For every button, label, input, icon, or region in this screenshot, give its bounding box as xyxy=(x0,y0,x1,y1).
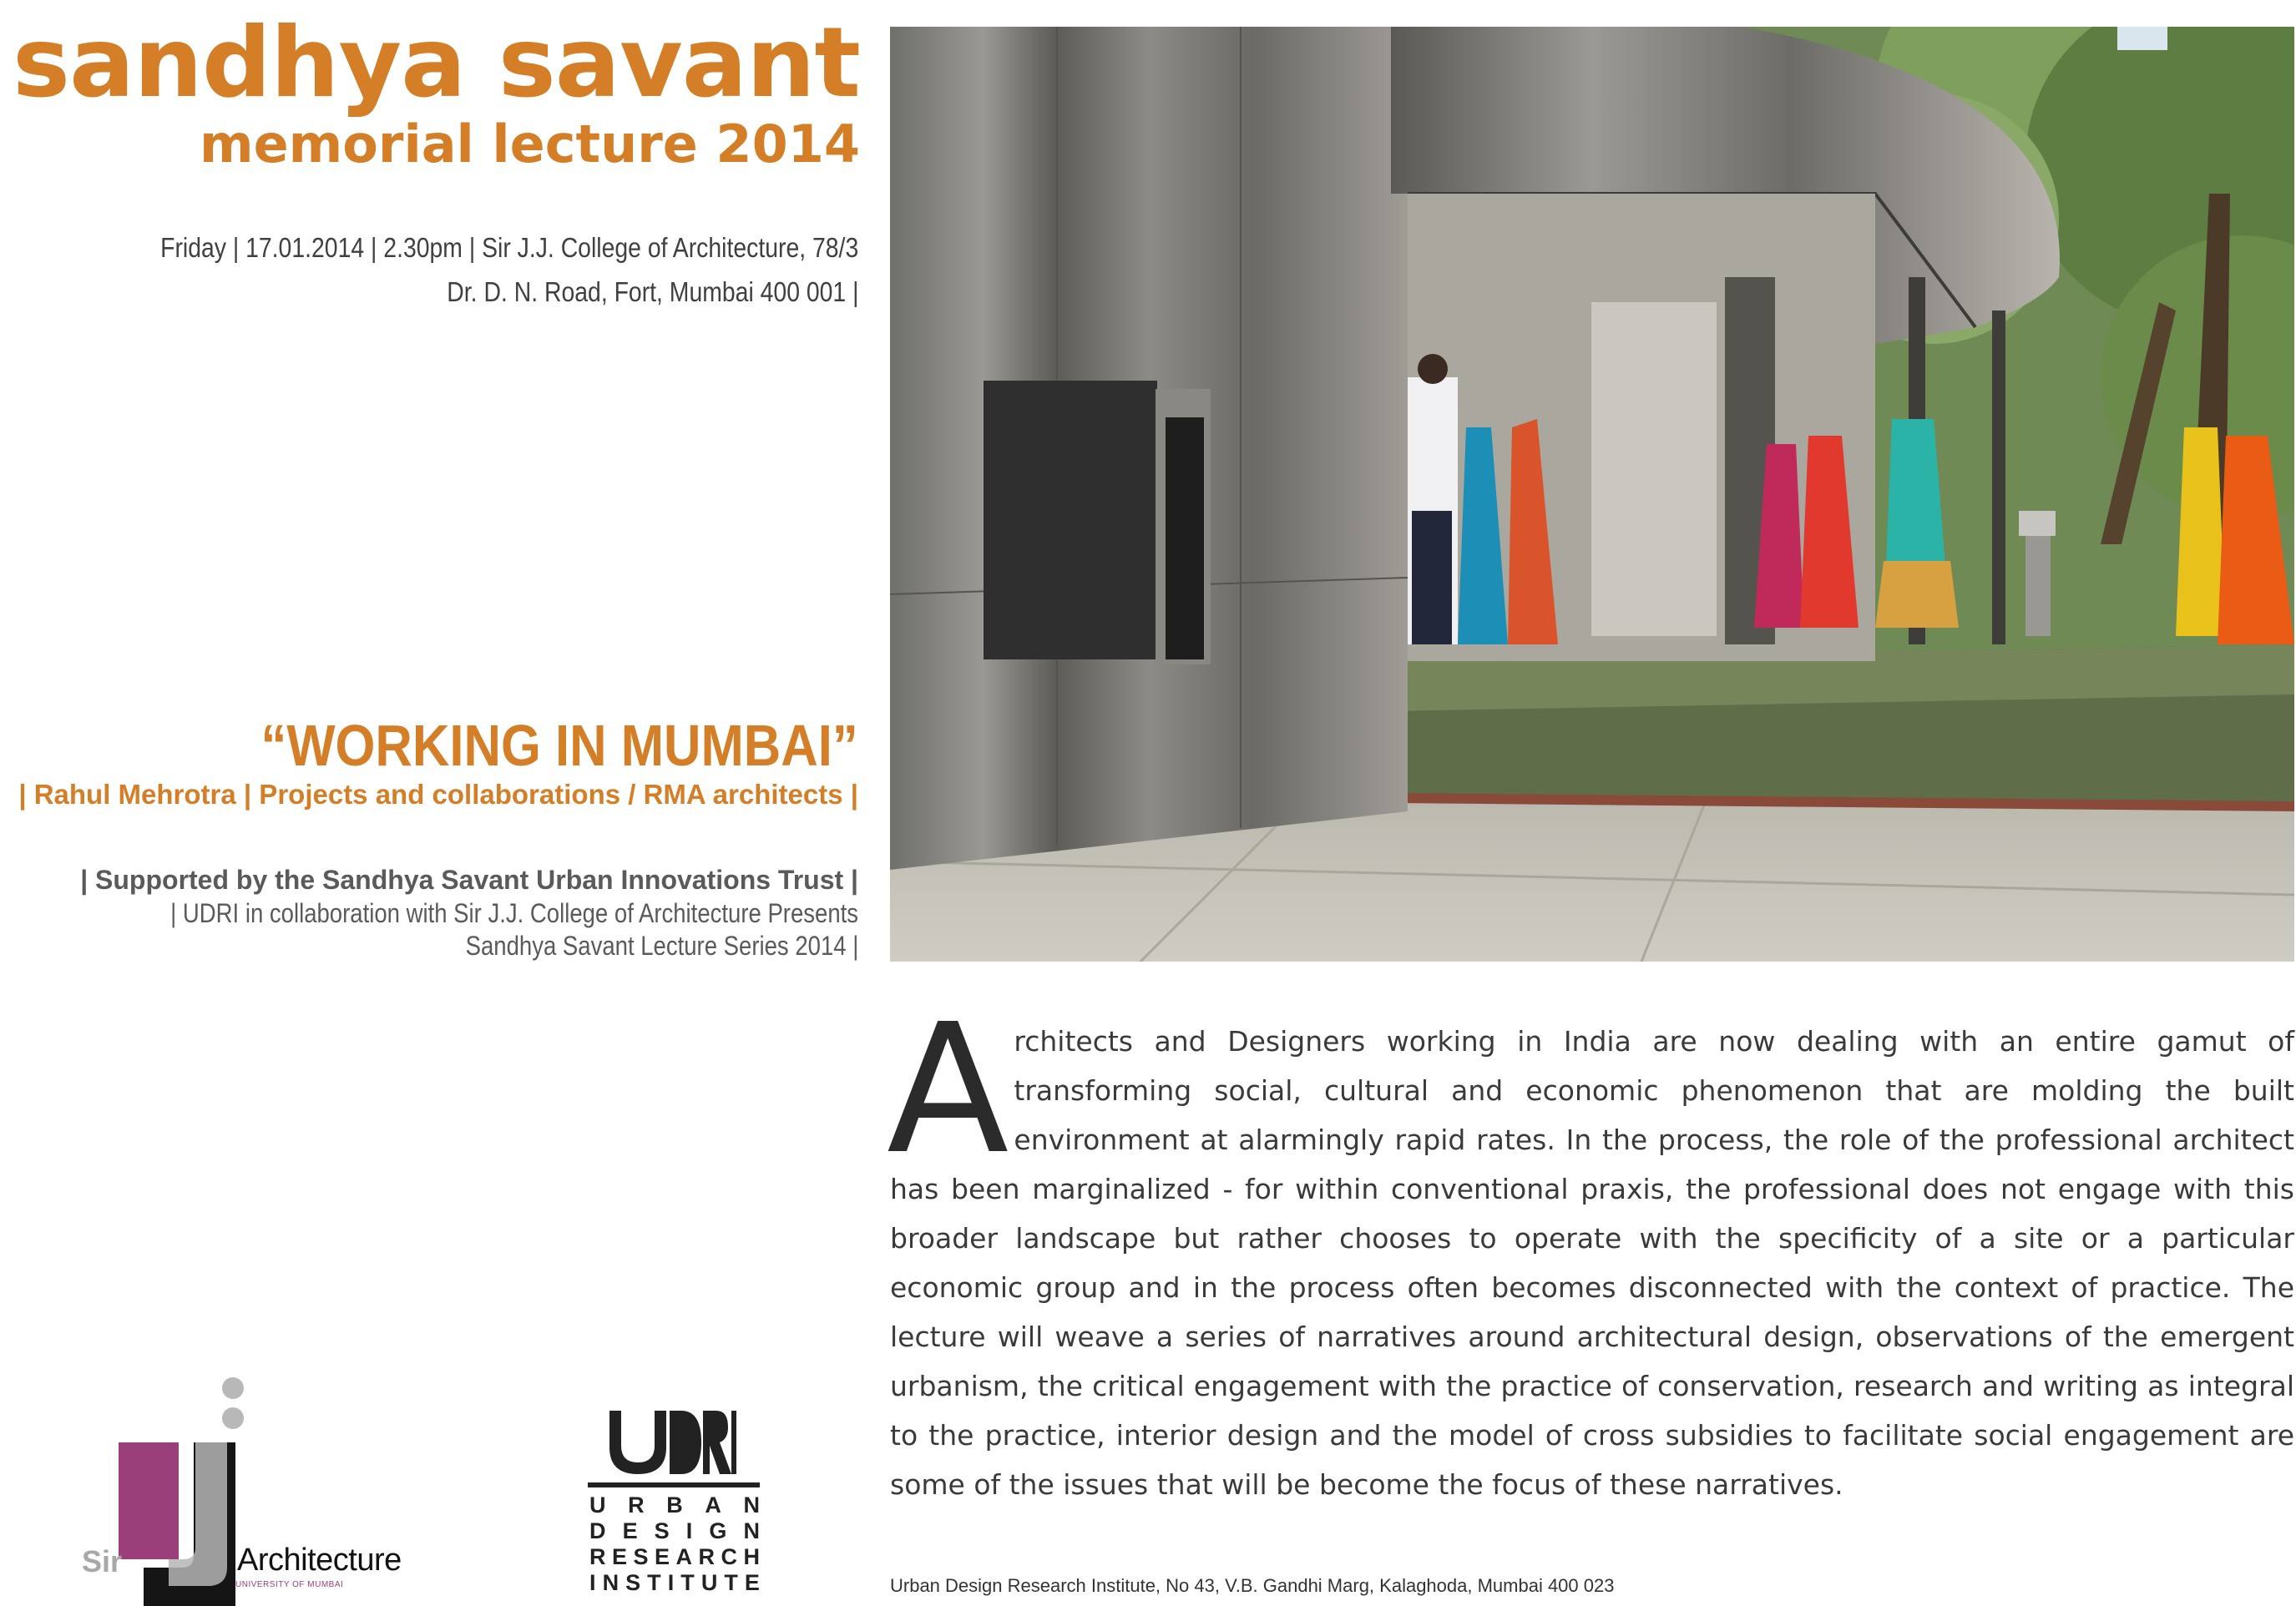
logo-letter: A xyxy=(675,1544,692,1569)
logo-letter: R xyxy=(589,1544,606,1569)
event-details-line-2: Dr. D. N. Road, Fort, Mumbai 400 001 | xyxy=(446,276,858,307)
logo-letter: T xyxy=(724,1570,738,1595)
logo-architecture-text: Architecture xyxy=(237,1543,402,1578)
footer-address: Urban Design Research Institute, No 43, V.B. Gandhi Marg, Kalaghoda, Mumbai 400 023 xyxy=(890,1575,1615,1596)
logo-letter: S xyxy=(654,1518,670,1543)
support-line-2: | UDRI in collaboration with Sir J.J. College of Architecture Presents xyxy=(170,898,858,928)
logo-letter: N xyxy=(743,1518,760,1543)
logo-letter: C xyxy=(721,1544,737,1569)
support-line-1: | Supported by the Sandhya Savant Urban Innovations Trust | xyxy=(80,865,858,895)
logo-letter: I xyxy=(685,1518,693,1543)
logo-letter: N xyxy=(602,1570,620,1595)
logo-letter: E xyxy=(622,1518,638,1543)
logo-letter: T xyxy=(680,1570,695,1595)
drop-cap: A xyxy=(887,986,1009,1194)
support-line-3: Sandhya Savant Lecture Series 2014 | xyxy=(465,931,858,961)
udri-rule xyxy=(588,1482,760,1487)
lecture-description xyxy=(887,986,2294,1509)
logo-letter: G xyxy=(709,1518,727,1543)
logo-letter: N xyxy=(743,1492,760,1518)
udri-name xyxy=(589,1492,760,1596)
description-text: rchitects and Designers working in India are now dealing with an entire gamut of transforming social, cultural and economic phenomenon that are molding the built environment at alarmingly rapid rates. In the process, the role of the professional architect has been marginalized - for within conventional praxis, the professional does not engage with this broader landscape but rather chooses to operate with the specificity of a site or a particular economic group and in the process often becomes disconnected with the context of practice. The lecture will weave a series of narratives around architectural design, observations of the emergent urbanism, the critical engagement with the practice of conservation, research and writing as integral to the practice, interior design and the model of cross subsidies to facilitate social engagement are some of the issues that will be become the focus of these narratives. xyxy=(890,1025,2294,1501)
talk-speaker-line: | Rahul Mehrotra | Projects and collaborations / RMA architects | xyxy=(18,779,858,810)
logo-letter: H xyxy=(743,1544,760,1569)
logo-sir-text: Sir xyxy=(82,1544,123,1578)
logo-letter: B xyxy=(666,1492,683,1518)
logo-letter: I xyxy=(667,1570,675,1595)
event-details-line-1: Friday | 17.01.2014 | 2.30pm | Sir J.J. College of Architecture, 78/3 xyxy=(159,232,858,263)
logo-letter: D xyxy=(589,1518,606,1543)
udri-word-design xyxy=(589,1518,760,1544)
logo-dot xyxy=(222,1377,244,1399)
lecture-title: sandhya savant xyxy=(12,7,860,119)
logo-j-mark xyxy=(144,1442,237,1606)
udri-word-research xyxy=(589,1544,760,1570)
udri-logo xyxy=(584,1411,768,1598)
logo-letter: I xyxy=(589,1570,596,1595)
logo-dot xyxy=(222,1407,244,1429)
udri-word-urban xyxy=(589,1492,760,1518)
logo-letter: T xyxy=(647,1570,661,1595)
udri-word-institute xyxy=(589,1570,760,1596)
talk-title: “WORKING IN MUMBAI” xyxy=(260,713,858,778)
logo-letter: R xyxy=(698,1544,715,1569)
udri-wordmark xyxy=(609,1411,736,1474)
logo-letter: R xyxy=(628,1492,645,1518)
hero-photo xyxy=(890,27,2294,962)
logo-letter: E xyxy=(744,1570,760,1595)
logo-letter: U xyxy=(589,1492,606,1518)
logo-letter: E xyxy=(611,1544,627,1569)
logo-university-text: UNIVERSITY OF MUMBAI xyxy=(235,1580,344,1589)
lecture-subtitle: memorial lecture 2014 xyxy=(200,114,860,174)
logo-letter: S xyxy=(633,1544,649,1569)
logo-letter: E xyxy=(654,1544,670,1569)
logo-letter: S xyxy=(625,1570,641,1595)
logo-letter: U xyxy=(700,1570,718,1595)
jj-college-logo xyxy=(80,1377,414,1594)
logo-letter: A xyxy=(705,1492,721,1518)
